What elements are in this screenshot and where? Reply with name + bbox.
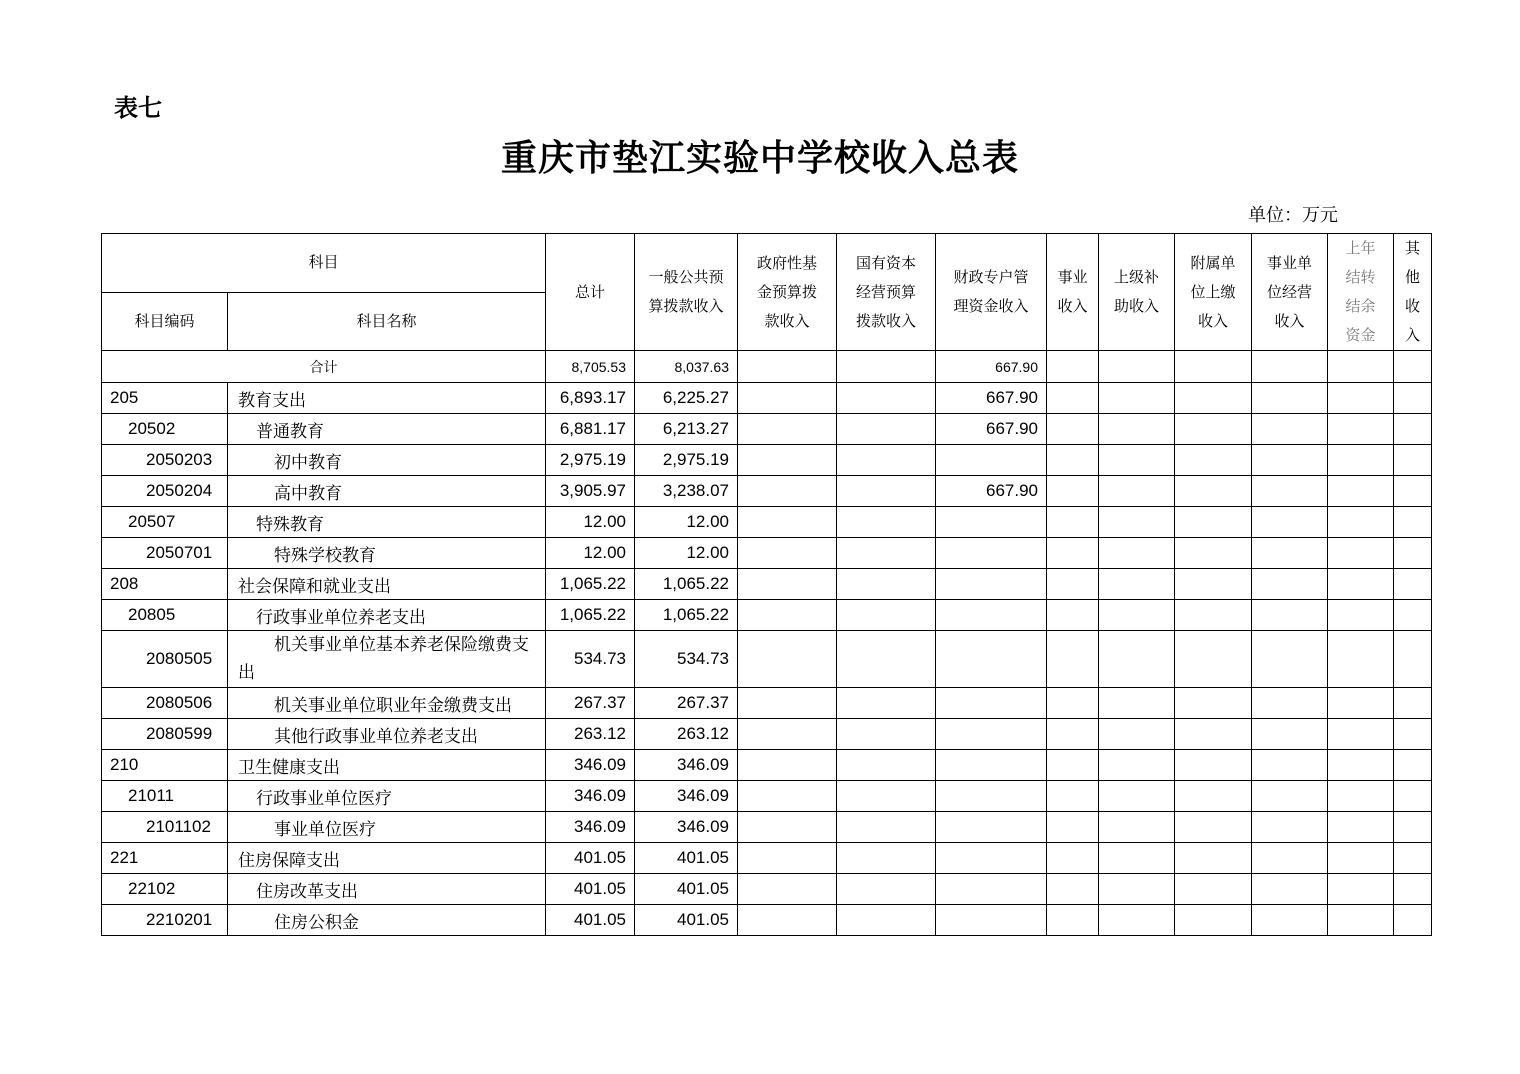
row-operating [1252,843,1328,874]
row-operating [1252,631,1328,688]
row-total: 346.09 [546,812,635,843]
row-business [1047,905,1099,936]
row-operating [1252,414,1328,445]
row-gov-fund [738,781,837,812]
row-fiscal [936,843,1047,874]
row-gov-fund [738,538,837,569]
row-name: 教育支出 [228,383,546,414]
row-superior [1099,750,1175,781]
row-superior [1099,414,1175,445]
row-state-capital [837,874,936,905]
table-row [102,476,1432,507]
row-other [1394,781,1432,812]
row-operating [1252,905,1328,936]
row-superior [1099,476,1175,507]
row-fiscal [936,750,1047,781]
row-state-capital [837,569,936,600]
row-total: 263.12 [546,719,635,750]
row-total: 346.09 [546,750,635,781]
row-code: 2101102 [102,812,228,843]
table-row [102,750,1432,781]
row-carryover [1328,476,1394,507]
row-general: 346.09 [635,812,738,843]
row-code: 20507 [102,507,228,538]
row-general: 3,238.07 [635,476,738,507]
row-affiliated [1175,414,1252,445]
row-total: 534.73 [546,631,635,688]
row-operating [1252,538,1328,569]
row-name: 住房公积金 [228,905,546,936]
row-fiscal: 667.90 [936,476,1047,507]
row-carryover [1328,631,1394,688]
row-other [1394,507,1432,538]
row-business [1047,414,1099,445]
row-gov-fund [738,445,837,476]
table-row [102,538,1432,569]
page-title: 重庆市垫江实验中学校收入总表 [500,137,1019,179]
row-state-capital [837,781,936,812]
row-affiliated [1175,905,1252,936]
row-fiscal [936,688,1047,719]
row-fiscal [936,874,1047,905]
row-other [1394,812,1432,843]
table-row [102,719,1432,750]
row-affiliated [1175,812,1252,843]
row-total: 6,893.17 [546,383,635,414]
header-carryover: 上年结转结余资金 [1328,234,1394,351]
row-superior [1099,507,1175,538]
row-affiliated [1175,569,1252,600]
row-total: 401.05 [546,874,635,905]
table-row [102,445,1432,476]
row-general: 12.00 [635,538,738,569]
row-general: 534.73 [635,631,738,688]
row-carryover [1328,812,1394,843]
row-fiscal [936,631,1047,688]
row-fiscal [936,600,1047,631]
row-total: 2,975.19 [546,445,635,476]
row-other [1394,631,1432,688]
row-carryover [1328,843,1394,874]
total-general: 8,037.63 [635,351,738,383]
table-row [102,569,1432,600]
row-superior [1099,719,1175,750]
row-operating [1252,383,1328,414]
header-affiliated: 附属单位上缴收入 [1175,234,1252,351]
row-code: 22102 [102,874,228,905]
row-name: 初中教育 [228,445,546,476]
row-gov-fund [738,383,837,414]
row-state-capital [837,600,936,631]
income-table [101,233,1432,936]
row-operating [1252,476,1328,507]
row-affiliated [1175,874,1252,905]
row-affiliated [1175,476,1252,507]
row-business [1047,781,1099,812]
row-state-capital [837,631,936,688]
row-code: 205 [102,383,228,414]
row-carryover [1328,414,1394,445]
row-gov-fund [738,507,837,538]
row-fiscal [936,719,1047,750]
row-business [1047,445,1099,476]
header-operating: 事业单位经营收入 [1252,234,1328,351]
row-code: 2050701 [102,538,228,569]
table-row [102,631,1432,688]
header-name: 科目名称 [228,292,546,351]
row-fiscal [936,507,1047,538]
row-state-capital [837,538,936,569]
row-carryover [1328,600,1394,631]
row-other [1394,688,1432,719]
row-code: 2080506 [102,688,228,719]
row-other [1394,383,1432,414]
row-operating [1252,874,1328,905]
row-state-capital [837,507,936,538]
row-superior [1099,569,1175,600]
header-total: 总计 [546,234,635,351]
row-code: 2050203 [102,445,228,476]
row-fiscal: 667.90 [936,414,1047,445]
row-state-capital [837,843,936,874]
row-superior [1099,781,1175,812]
row-affiliated [1175,538,1252,569]
table-label: 表七 [114,94,162,122]
row-state-capital [837,383,936,414]
row-gov-fund [738,874,837,905]
header-fiscal-special: 财政专户管理资金收入 [936,234,1047,351]
row-total: 12.00 [546,538,635,569]
row-general: 6,213.27 [635,414,738,445]
table-row [102,383,1432,414]
row-other [1394,719,1432,750]
row-general: 1,065.22 [635,569,738,600]
row-operating [1252,688,1328,719]
row-total: 401.05 [546,843,635,874]
row-operating [1252,812,1328,843]
row-general: 1,065.22 [635,600,738,631]
row-name: 机关事业单位职业年金缴费支出 [228,688,546,719]
row-business [1047,383,1099,414]
header-other: 其他收入 [1394,234,1432,351]
row-gov-fund [738,812,837,843]
row-gov-fund [738,750,837,781]
row-business [1047,538,1099,569]
total-fiscal: 667.90 [936,351,1047,383]
row-superior [1099,445,1175,476]
row-code: 2080599 [102,719,228,750]
row-other [1394,569,1432,600]
row-other [1394,874,1432,905]
row-affiliated [1175,445,1252,476]
row-superior [1099,843,1175,874]
row-superior [1099,631,1175,688]
row-other [1394,445,1432,476]
row-state-capital [837,688,936,719]
row-gov-fund [738,414,837,445]
row-business [1047,476,1099,507]
row-carryover [1328,719,1394,750]
row-superior [1099,688,1175,719]
row-total: 6,881.17 [546,414,635,445]
row-name: 行政事业单位养老支出 [228,600,546,631]
row-general: 263.12 [635,719,738,750]
row-other [1394,750,1432,781]
row-other [1394,843,1432,874]
row-gov-fund [738,719,837,750]
table-row [102,905,1432,936]
header-state-capital: 国有资本经营预算拨款收入 [837,234,936,351]
row-fiscal [936,538,1047,569]
row-superior [1099,383,1175,414]
table-row [102,874,1432,905]
row-general: 12.00 [635,507,738,538]
row-operating [1252,781,1328,812]
row-gov-fund [738,905,837,936]
row-carryover [1328,569,1394,600]
row-affiliated [1175,600,1252,631]
row-general: 2,975.19 [635,445,738,476]
row-business [1047,874,1099,905]
row-fiscal [936,445,1047,476]
row-general: 6,225.27 [635,383,738,414]
row-name: 机关事业单位基本养老保险缴费支出 [228,631,546,688]
row-state-capital [837,445,936,476]
table-row [102,507,1432,538]
row-affiliated [1175,843,1252,874]
row-name: 住房改革支出 [228,874,546,905]
table-row [102,414,1432,445]
row-business [1047,507,1099,538]
row-carryover [1328,507,1394,538]
row-affiliated [1175,688,1252,719]
row-affiliated [1175,719,1252,750]
row-gov-fund [738,476,837,507]
row-superior [1099,874,1175,905]
row-affiliated [1175,781,1252,812]
row-code: 20805 [102,600,228,631]
row-business [1047,631,1099,688]
row-name: 社会保障和就业支出 [228,569,546,600]
row-name: 行政事业单位医疗 [228,781,546,812]
row-superior [1099,600,1175,631]
row-general: 346.09 [635,750,738,781]
row-state-capital [837,414,936,445]
row-superior [1099,905,1175,936]
row-operating [1252,507,1328,538]
row-total: 1,065.22 [546,569,635,600]
row-name: 住房保障支出 [228,843,546,874]
row-general: 401.05 [635,874,738,905]
row-total: 267.37 [546,688,635,719]
row-carryover [1328,538,1394,569]
header-code: 科目编码 [102,292,228,351]
table-row [102,843,1432,874]
row-name: 高中教育 [228,476,546,507]
row-affiliated [1175,383,1252,414]
row-state-capital [837,750,936,781]
row-affiliated [1175,631,1252,688]
row-name: 卫生健康支出 [228,750,546,781]
row-fiscal [936,905,1047,936]
row-operating [1252,569,1328,600]
total-row [102,351,1432,383]
total-total: 8,705.53 [546,351,635,383]
row-carryover [1328,445,1394,476]
row-total: 401.05 [546,905,635,936]
table-row [102,812,1432,843]
row-carryover [1328,781,1394,812]
row-other [1394,600,1432,631]
row-code: 210 [102,750,228,781]
row-total: 1,065.22 [546,600,635,631]
row-fiscal [936,781,1047,812]
row-fiscal: 667.90 [936,383,1047,414]
row-code: 221 [102,843,228,874]
table-row [102,688,1432,719]
row-code: 208 [102,569,228,600]
row-gov-fund [738,843,837,874]
row-state-capital [837,812,936,843]
row-state-capital [837,476,936,507]
header-subject: 科目 [102,234,546,293]
header-general: 一般公共预算拨款收入 [635,234,738,351]
unit-label: 单位：万元 [1248,205,1338,226]
row-code: 2080505 [102,631,228,688]
row-general: 401.05 [635,843,738,874]
row-name: 其他行政事业单位养老支出 [228,719,546,750]
row-total: 12.00 [546,507,635,538]
row-name: 特殊教育 [228,507,546,538]
row-gov-fund [738,688,837,719]
row-other [1394,476,1432,507]
row-fiscal [936,569,1047,600]
row-business [1047,750,1099,781]
row-carryover [1328,383,1394,414]
row-name: 特殊学校教育 [228,538,546,569]
table-row [102,600,1432,631]
header-gov-fund: 政府性基金预算拨款收入 [738,234,837,351]
header-superior: 上级补助收入 [1099,234,1175,351]
row-general: 267.37 [635,688,738,719]
row-operating [1252,600,1328,631]
row-total: 346.09 [546,781,635,812]
row-name: 普通教育 [228,414,546,445]
row-state-capital [837,905,936,936]
row-business [1047,843,1099,874]
row-affiliated [1175,750,1252,781]
row-business [1047,719,1099,750]
row-superior [1099,538,1175,569]
row-gov-fund [738,631,837,688]
row-superior [1099,812,1175,843]
row-affiliated [1175,507,1252,538]
row-code: 21011 [102,781,228,812]
row-business [1047,569,1099,600]
row-operating [1252,750,1328,781]
row-other [1394,414,1432,445]
row-carryover [1328,874,1394,905]
row-total: 3,905.97 [546,476,635,507]
row-state-capital [837,719,936,750]
row-business [1047,600,1099,631]
row-operating [1252,445,1328,476]
total-label: 合计 [102,351,546,383]
row-code: 20502 [102,414,228,445]
row-business [1047,688,1099,719]
table-row [102,781,1432,812]
row-carryover [1328,750,1394,781]
row-other [1394,538,1432,569]
row-carryover [1328,905,1394,936]
row-other [1394,905,1432,936]
row-business [1047,812,1099,843]
header-business: 事业收入 [1047,234,1099,351]
row-general: 401.05 [635,905,738,936]
row-gov-fund [738,600,837,631]
row-code: 2210201 [102,905,228,936]
row-gov-fund [738,569,837,600]
row-fiscal [936,812,1047,843]
row-general: 346.09 [635,781,738,812]
row-code: 2050204 [102,476,228,507]
row-operating [1252,719,1328,750]
row-name: 事业单位医疗 [228,812,546,843]
row-carryover [1328,688,1394,719]
